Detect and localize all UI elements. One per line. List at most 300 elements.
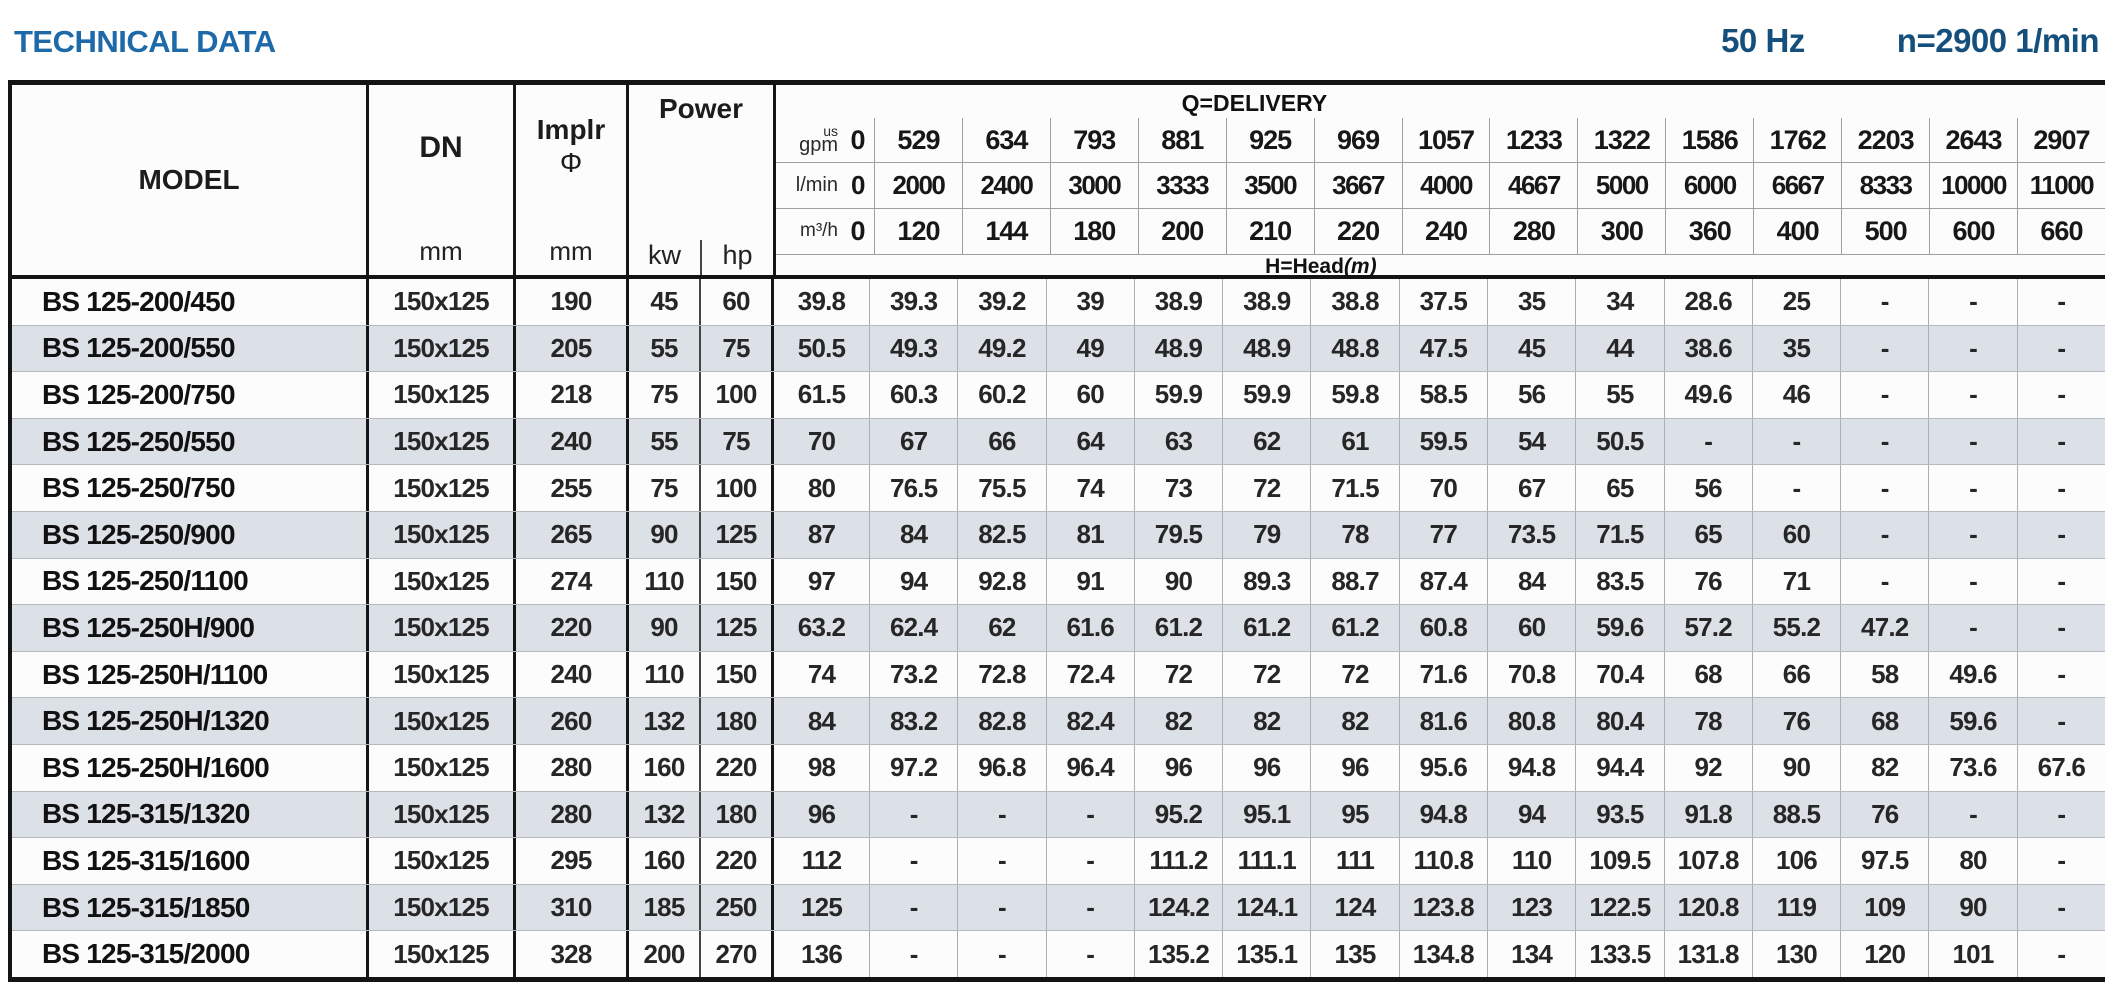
head-value-cell: -: [2017, 559, 2105, 605]
spec-labels: [1721, 22, 2099, 60]
impeller-cell: 310: [516, 885, 629, 931]
head-value-cell: -: [1928, 512, 2016, 558]
head-value-cell: 60.8: [1399, 605, 1487, 651]
dn-cell: 150x125: [369, 792, 516, 838]
hp-cell: 75: [701, 419, 774, 465]
impeller-cell: 295: [516, 838, 629, 884]
head-value-cell: 63: [1134, 419, 1222, 465]
head-value-cell: 123.8: [1399, 885, 1487, 931]
head-value-cell: 84: [807, 705, 836, 736]
head-value-cell: 48.8: [1310, 326, 1398, 372]
flow-value-m3h: 200: [1138, 209, 1226, 254]
head-value-cell: 28.6: [1664, 279, 1752, 325]
head-value-cell: 72: [1222, 652, 1310, 698]
kw-cell: 55: [629, 419, 701, 465]
flow-value-lmin: 4667: [1489, 163, 1577, 208]
head-value-cell: -: [1928, 279, 2016, 325]
head-value-cell: 134: [1487, 931, 1575, 977]
head-value-cell: 55.2: [1752, 605, 1840, 651]
head-value-cell: -: [2017, 326, 2105, 372]
table-row: [12, 558, 2105, 605]
head-value-cell: 95.1: [1222, 792, 1310, 838]
head-value-cell: 91.8: [1664, 792, 1752, 838]
head-value-cell: 133.5: [1575, 931, 1663, 977]
head-value-cell: 123: [1487, 885, 1575, 931]
flow-value-usgpm: 925: [1226, 118, 1314, 162]
head-value-cell: 82.5: [957, 512, 1045, 558]
hp-cell: 75: [701, 326, 774, 372]
head-value-cell: 120.8: [1664, 885, 1752, 931]
head-value-cell: 111.2: [1134, 838, 1222, 884]
kw-cell: 90: [629, 512, 701, 558]
head-value-cell: 56: [1487, 372, 1575, 418]
head-values: [774, 279, 2105, 325]
head-value-cell: -: [1928, 605, 2016, 651]
hp-cell: 150: [701, 559, 774, 605]
head-value-cell: 98: [807, 752, 836, 783]
head-value-cell: 78: [1664, 698, 1752, 744]
head-value-cell: 111.1: [1222, 838, 1310, 884]
title-bar: [0, 0, 2113, 80]
flow-value-lmin: 3000: [1050, 163, 1138, 208]
power-units: [629, 229, 773, 275]
kw-cell: 55: [629, 326, 701, 372]
head-value-cell: 72.4: [1046, 652, 1134, 698]
table-body: [12, 279, 2105, 977]
kw-cell: 185: [629, 885, 701, 931]
flow-value-usgpm: 1322: [1577, 118, 1665, 162]
head-value-cell: 61.2: [1310, 605, 1398, 651]
head-value-cell: 71: [1752, 559, 1840, 605]
head-value-cell: 38.9: [1134, 279, 1222, 325]
dn-cell: 150x125: [369, 559, 516, 605]
dn-cell: 150x125: [369, 838, 516, 884]
model-cell: BS 125-250/550: [12, 419, 369, 465]
head-value-cell: -: [1752, 419, 1840, 465]
head-value-cell: 49.3: [869, 326, 957, 372]
head-value-cell: -: [957, 931, 1045, 977]
head-value-cell: 96.4: [1046, 745, 1134, 791]
head-value-cell: 88.5: [1752, 792, 1840, 838]
head-value-cell: 90: [1928, 885, 2016, 931]
head-value-cell: 72.8: [957, 652, 1045, 698]
head-value-cell: 61.2: [1222, 605, 1310, 651]
head-value-cell: -: [1928, 326, 2016, 372]
head-value-cell: 90: [1752, 745, 1840, 791]
head-value-cell: 67.6: [2017, 745, 2105, 791]
head-value-cell: 60: [1046, 372, 1134, 418]
head-value-cell: -: [1046, 885, 1134, 931]
head-value-cell: 61.2: [1134, 605, 1222, 651]
model-cell: BS 125-250H/1100: [12, 652, 369, 698]
dn-cell: 150x125: [369, 745, 516, 791]
head-value-cell: 74: [807, 659, 836, 690]
table-row: [12, 744, 2105, 791]
flow-value-m3h: 120: [874, 209, 962, 254]
impeller-cell: 260: [516, 698, 629, 744]
head-value-cell: 62: [957, 605, 1045, 651]
technical-data-table: [8, 80, 2105, 982]
head-value-cell: 82.4: [1046, 698, 1134, 744]
head-value-cell: 76: [1664, 559, 1752, 605]
impeller-cell: 205: [516, 326, 629, 372]
head-value-cell: 34: [1575, 279, 1663, 325]
head-value-cell: 37.5: [1399, 279, 1487, 325]
head-value-cell: 72: [1222, 465, 1310, 511]
hp-cell: 100: [701, 465, 774, 511]
head-value-cell: 120: [1840, 931, 1928, 977]
head-value-cell: 124.2: [1134, 885, 1222, 931]
head-value-cell: 79: [1222, 512, 1310, 558]
kw-cell: 200: [629, 931, 701, 977]
flow-value-usgpm: 881: [1138, 118, 1226, 162]
head-value-cell: 71.5: [1310, 465, 1398, 511]
head-value-cell: 59.9: [1222, 372, 1310, 418]
impeller-cell: 280: [516, 745, 629, 791]
head-value-cell: -: [2017, 838, 2105, 884]
head-value-cell: 130: [1752, 931, 1840, 977]
impeller-cell: 255: [516, 465, 629, 511]
head-value-cell: 35: [1752, 326, 1840, 372]
model-cell: BS 125-250H/1600: [12, 745, 369, 791]
head-value-cell: 112: [801, 845, 842, 876]
head-value-cell: 71.5: [1575, 512, 1663, 558]
head-value-cell: 97.2: [869, 745, 957, 791]
dn-cell: 150x125: [369, 931, 516, 977]
kw-cell: 160: [629, 745, 701, 791]
head-value-cell: 71.6: [1399, 652, 1487, 698]
head-value-cell: 109: [1840, 885, 1928, 931]
flow-value-usgpm: 0: [850, 124, 865, 155]
head-value-cell: -: [1840, 465, 1928, 511]
head-value-cell: 60.2: [957, 372, 1045, 418]
head-value-cell: 59.8: [1310, 372, 1398, 418]
head-value-cell: 125: [801, 892, 842, 923]
head-value-cell: 97.5: [1840, 838, 1928, 884]
flow-value-lmin: 2400: [962, 163, 1050, 208]
head-value-cell: -: [2017, 512, 2105, 558]
head-value-cell: 62: [1222, 419, 1310, 465]
impeller-cell: 265: [516, 512, 629, 558]
head-value-cell: 60: [1752, 512, 1840, 558]
head-value-cell: 65: [1664, 512, 1752, 558]
kw-cell: 75: [629, 372, 701, 418]
head-value-cell: 25: [1752, 279, 1840, 325]
model-cell: BS 125-315/1850: [12, 885, 369, 931]
head-value-cell: 87: [807, 519, 836, 550]
head-value-cell: 63.2: [797, 612, 846, 643]
model-cell: BS 125-200/450: [12, 279, 369, 325]
model-cell: BS 125-315/1600: [12, 838, 369, 884]
kw-cell: 132: [629, 792, 701, 838]
head-value-cell: 80.4: [1575, 698, 1663, 744]
head-value-cell: 39.8: [797, 286, 846, 317]
flow-unit-usgpm: us gpm: [799, 122, 838, 157]
head-value-cell: 47.5: [1399, 326, 1487, 372]
hp-cell: 180: [701, 792, 774, 838]
head-values: [774, 652, 2105, 698]
table-row: [12, 464, 2105, 511]
flow-value-lmin: 5000: [1577, 163, 1665, 208]
flow-value-lmin: 3500: [1226, 163, 1314, 208]
head-value-cell: -: [1928, 372, 2016, 418]
head-value-cell: 73.2: [869, 652, 957, 698]
impeller-cell: 328: [516, 931, 629, 977]
head-value-cell: 39: [1046, 279, 1134, 325]
flow-value-usgpm: 1586: [1665, 118, 1753, 162]
head-value-cell: 80.8: [1487, 698, 1575, 744]
head-value-cell: 124: [1310, 885, 1398, 931]
head-value-cell: 48.9: [1222, 326, 1310, 372]
model-cell: BS 125-250/750: [12, 465, 369, 511]
head-value-cell: 72: [1134, 652, 1222, 698]
hp-cell: 220: [701, 745, 774, 791]
flow-value-m3h: 0: [850, 216, 865, 246]
flow-value-lmin: 3667: [1314, 163, 1402, 208]
head-value-cell: 60.3: [869, 372, 957, 418]
head-value-cell: 91: [1046, 559, 1134, 605]
head-value-cell: 82.8: [957, 698, 1045, 744]
dn-cell: 150x125: [369, 372, 516, 418]
model-cell: BS 125-200/550: [12, 326, 369, 372]
head-value-cell: 76: [1840, 792, 1928, 838]
head-value-cell: -: [2017, 372, 2105, 418]
head-value-cell: 82: [1134, 698, 1222, 744]
model-cell: BS 125-315/2000: [12, 931, 369, 977]
table-header: [12, 85, 2105, 279]
head-value-cell: 84: [869, 512, 957, 558]
head-value-cell: 59.6: [1928, 698, 2016, 744]
column-header-model: MODEL: [12, 85, 369, 275]
head-value-cell: 70: [1399, 465, 1487, 511]
flow-value-m3h: 500: [1841, 209, 1929, 254]
head-value-cell: 122.5: [1575, 885, 1663, 931]
delivery-title-row: [776, 85, 2105, 118]
hp-cell: 60: [701, 279, 774, 325]
head-value-cell: -: [2017, 698, 2105, 744]
phi-symbol: Φ: [559, 146, 583, 178]
head-values: [774, 792, 2105, 838]
flow-value-m3h: 400: [1753, 209, 1841, 254]
dn-cell: 150x125: [369, 279, 516, 325]
speed-label: n=2900 1/min: [1896, 22, 2099, 59]
flow-value-m3h: 360: [1665, 209, 1753, 254]
head-value-cell: -: [869, 931, 957, 977]
flow-value-m3h: 180: [1050, 209, 1138, 254]
dn-cell: 150x125: [369, 419, 516, 465]
head-value-cell: 49.2: [957, 326, 1045, 372]
head-value-cell: 96: [1222, 745, 1310, 791]
head-value-cell: 68: [1664, 652, 1752, 698]
page-title: TECHNICAL DATA: [14, 24, 276, 59]
flow-value-usgpm: 2907: [2017, 118, 2105, 162]
head-value-cell: 67: [869, 419, 957, 465]
flow-value-usgpm: 1233: [1489, 118, 1577, 162]
dn-unit: mm: [419, 236, 463, 266]
head-values: [774, 372, 2105, 418]
kw-cell: 75: [629, 465, 701, 511]
head-value-cell: 61.6: [1046, 605, 1134, 651]
head-value-cell: 110.8: [1399, 838, 1487, 884]
impeller-cell: 218: [516, 372, 629, 418]
head-value-cell: 70: [807, 426, 836, 457]
column-header-impeller: Implr Φ mm: [516, 85, 629, 275]
head-value-cell: 96: [807, 798, 836, 829]
head-value-cell: 44: [1575, 326, 1663, 372]
flow-value-lmin: 4000: [1402, 163, 1490, 208]
head-value-cell: 131.8: [1664, 931, 1752, 977]
flow-value-lmin: 2000: [874, 163, 962, 208]
flow-value-m3h: 280: [1489, 209, 1577, 254]
head-value-cell: 61.5: [797, 379, 846, 410]
head-value-cell: 74: [1046, 465, 1134, 511]
table-row: [12, 511, 2105, 558]
kw-cell: 132: [629, 698, 701, 744]
head-value-cell: 94.8: [1487, 745, 1575, 791]
head-value-cell: 73: [1134, 465, 1222, 511]
head-value-cell: -: [2017, 605, 2105, 651]
head-value-cell: 59.6: [1575, 605, 1663, 651]
flow-value-usgpm: 2643: [1929, 118, 2017, 162]
head-value-cell: 35: [1487, 279, 1575, 325]
dn-cell: 150x125: [369, 652, 516, 698]
head-value-cell: 89.3: [1222, 559, 1310, 605]
head-value-cell: 56: [1664, 465, 1752, 511]
head-value-cell: 94.8: [1399, 792, 1487, 838]
head-value-cell: 48.9: [1134, 326, 1222, 372]
head-value-cell: 59.5: [1399, 419, 1487, 465]
flow-value-usgpm: 2203: [1841, 118, 1929, 162]
head-value-cell: -: [1928, 792, 2016, 838]
head-value-cell: 54: [1487, 419, 1575, 465]
head-value-cell: 60: [1487, 605, 1575, 651]
head-value-cell: 92: [1664, 745, 1752, 791]
head-value-cell: -: [1664, 419, 1752, 465]
head-value-cell: 80: [807, 472, 836, 503]
hp-cell: 180: [701, 698, 774, 744]
impeller-cell: 280: [516, 792, 629, 838]
head-value-cell: 95: [1310, 792, 1398, 838]
hp-cell: 150: [701, 652, 774, 698]
table-row: [12, 651, 2105, 698]
head-value-cell: 95.2: [1134, 792, 1222, 838]
head-label-row: [776, 255, 2105, 278]
flow-value-m3h: 660: [2017, 209, 2105, 254]
head-values: [774, 885, 2105, 931]
head-value-cell: 47.2: [1840, 605, 1928, 651]
head-value-cell: 135: [1310, 931, 1398, 977]
head-value-cell: 94: [869, 559, 957, 605]
flow-value-m3h: 144: [962, 209, 1050, 254]
head-value-cell: 55: [1575, 372, 1663, 418]
flow-value-m3h: 600: [1929, 209, 2017, 254]
head-value-cell: -: [2017, 465, 2105, 511]
head-value-cell: 79.5: [1134, 512, 1222, 558]
hp-cell: 125: [701, 512, 774, 558]
head-values: [774, 745, 2105, 791]
head-value-cell: 135.1: [1222, 931, 1310, 977]
kw-cell: 110: [629, 652, 701, 698]
table-row: [12, 279, 2105, 325]
head-value-cell: 38.6: [1664, 326, 1752, 372]
hp-cell: 220: [701, 838, 774, 884]
flow-unit-m3h: m³/h: [800, 220, 838, 242]
head-value-cell: 62.4: [869, 605, 957, 651]
head-value-cell: -: [1046, 838, 1134, 884]
flow-value-usgpm: 1057: [1402, 118, 1490, 162]
dn-cell: 150x125: [369, 326, 516, 372]
hp-cell: 125: [701, 605, 774, 651]
head-value-cell: -: [869, 885, 957, 931]
head-value-cell: 106: [1752, 838, 1840, 884]
head-value-cell: 66: [1752, 652, 1840, 698]
head-value-cell: 81.6: [1399, 698, 1487, 744]
impeller-cell: 240: [516, 419, 629, 465]
head-value-cell: 65: [1575, 465, 1663, 511]
flow-value-usgpm: 634: [962, 118, 1050, 162]
head-value-cell: -: [1840, 279, 1928, 325]
head-value-cell: 70.4: [1575, 652, 1663, 698]
impeller-cell: 240: [516, 652, 629, 698]
head-values: [774, 931, 2105, 977]
head-value-cell: 90: [1134, 559, 1222, 605]
flow-unit-lmin: l/min: [795, 174, 838, 196]
head-value-cell: 109.5: [1575, 838, 1663, 884]
table-row: [12, 418, 2105, 465]
head-value-cell: 88.7: [1310, 559, 1398, 605]
head-value-cell: 38.9: [1222, 279, 1310, 325]
hp-cell: 270: [701, 931, 774, 977]
flow-row-lmin: [776, 163, 2105, 209]
head-value-cell: -: [1840, 559, 1928, 605]
flow-value-lmin: 8333: [1841, 163, 1929, 208]
flow-value-usgpm: 969: [1314, 118, 1402, 162]
head-value-cell: 78: [1310, 512, 1398, 558]
head-value-cell: 58.5: [1399, 372, 1487, 418]
head-value-cell: 96: [1134, 745, 1222, 791]
table-row: [12, 884, 2105, 931]
head-value-cell: -: [957, 838, 1045, 884]
table-row: [12, 697, 2105, 744]
hp-cell: 250: [701, 885, 774, 931]
head-value-cell: 57.2: [1664, 605, 1752, 651]
head-value-cell: 83.2: [869, 698, 957, 744]
head-value-cell: 73.5: [1487, 512, 1575, 558]
head-values: [774, 512, 2105, 558]
flow-value-m3h: 300: [1577, 209, 1665, 254]
table-row: [12, 325, 2105, 372]
head-value-cell: -: [1840, 419, 1928, 465]
head-value-cell: 110: [1487, 838, 1575, 884]
head-value-cell: 58: [1840, 652, 1928, 698]
dn-cell: 150x125: [369, 885, 516, 931]
flow-value-m3h: 240: [1402, 209, 1490, 254]
dn-cell: 150x125: [369, 698, 516, 744]
impeller-cell: 274: [516, 559, 629, 605]
head-value-cell: 50.5: [1575, 419, 1663, 465]
head-value-cell: 119: [1752, 885, 1840, 931]
kw-unit: kw: [629, 240, 702, 275]
flow-value-usgpm: 1762: [1753, 118, 1841, 162]
head-value-cell: -: [1928, 559, 2016, 605]
head-value-cell: -: [2017, 792, 2105, 838]
flow-row-usgpm: [776, 118, 2105, 163]
head-value-cell: -: [869, 792, 957, 838]
head-value-cell: 49.6: [1928, 652, 2016, 698]
kw-cell: 45: [629, 279, 701, 325]
head-value-cell: 67: [1487, 465, 1575, 511]
flow-value-lmin: 0: [851, 170, 864, 200]
